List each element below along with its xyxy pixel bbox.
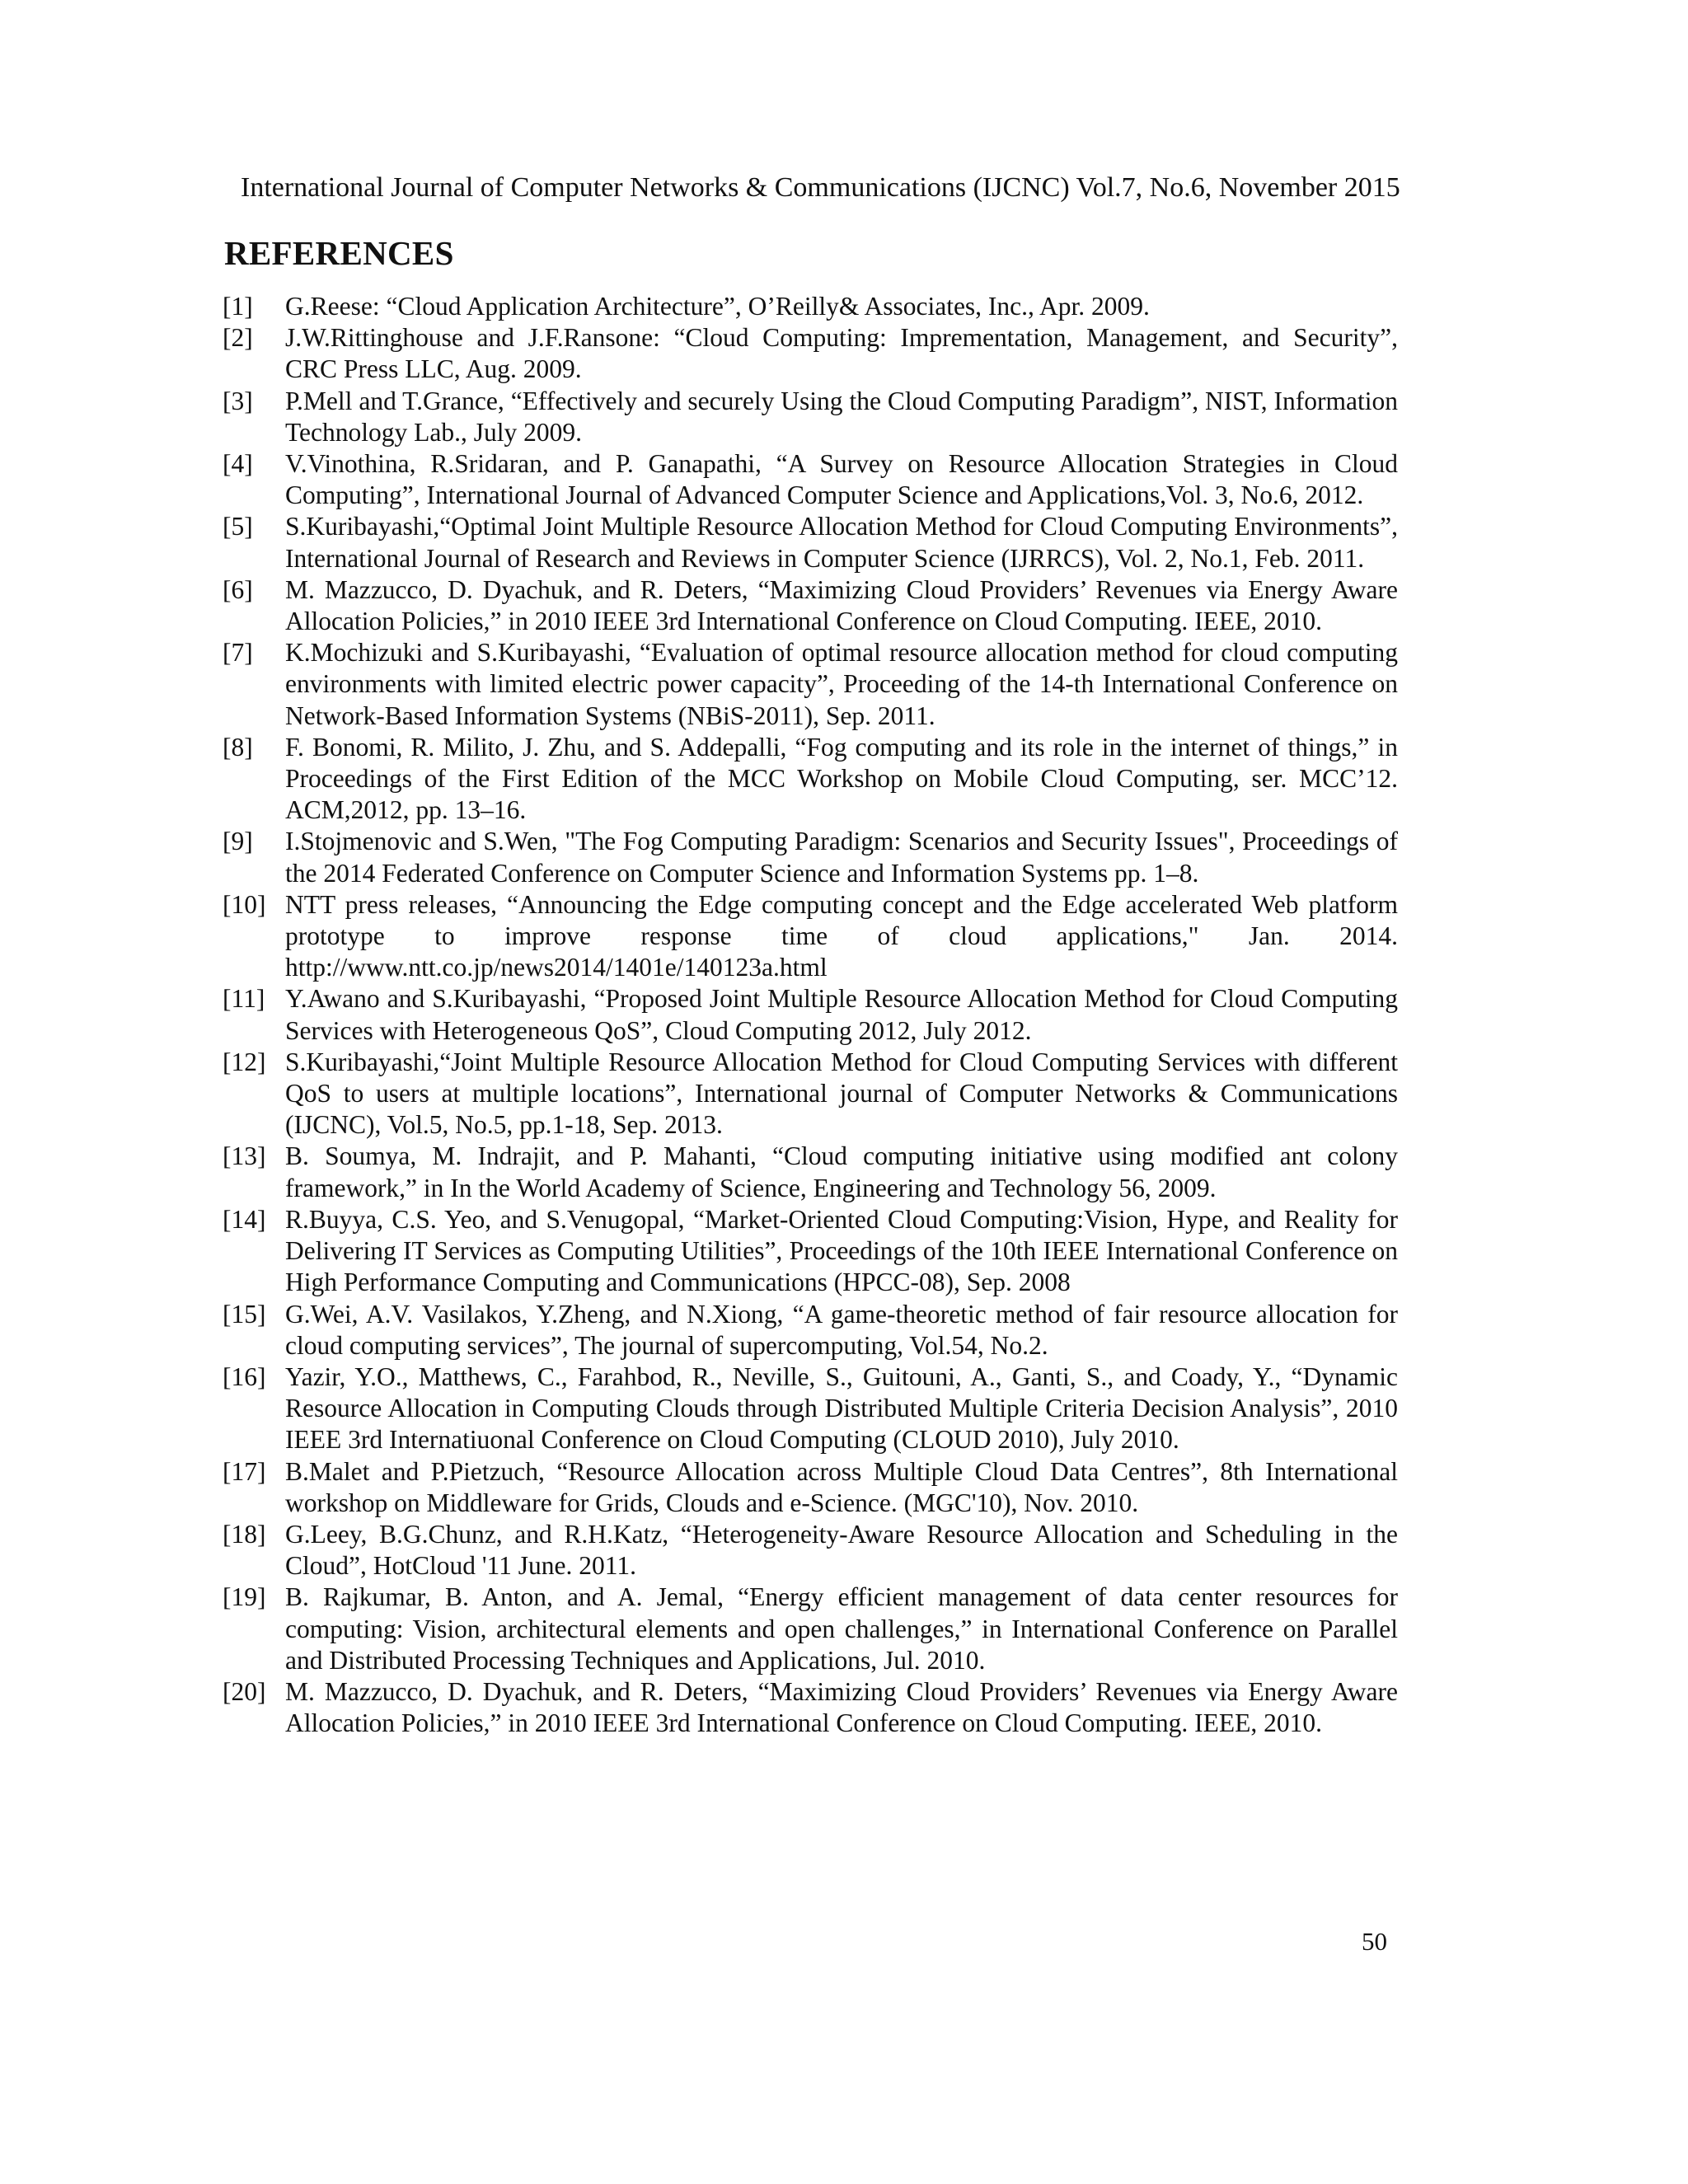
reference-number: [19] xyxy=(223,1582,266,1612)
reference-text: S.Kuribayashi,“Joint Multiple Resource Allocation Method for Cloud Computing Services with different QoS to users at multiple locations”, International journal of Computer Networks & Communications (IJCNC), Vol.5, No.5, pp.1-18, Sep. 2013. xyxy=(285,1047,1398,1140)
reference-item xyxy=(223,511,1398,574)
reference-text: Y.Awano and S.Kuribayashi, “Proposed Joint Multiple Resource Allocation Method for Cloud Computing Services with Heterogeneous QoS”, Cloud Computing 2012, July 2012. xyxy=(285,984,1398,1045)
reference-text: G.Leey, B.G.Chunz, and R.H.Katz, “Heterogeneity-Aware Resource Allocation and Scheduling in the Cloud”, HotCloud '11 June. 2011. xyxy=(285,1519,1398,1581)
reference-number: [15] xyxy=(223,1299,266,1329)
reference-number: [18] xyxy=(223,1519,266,1549)
reference-number: [14] xyxy=(223,1204,266,1234)
reference-text: NTT press releases, “Announcing the Edge computing concept and the Edge accelerated Web platform prototype to improve response time of cloud applications," Jan. 2014. http://www.ntt.co.jp/news2014/1401e/140123a.html xyxy=(285,889,1398,982)
reference-item xyxy=(223,983,1398,1046)
reference-number: [11] xyxy=(223,984,265,1014)
reference-item xyxy=(223,637,1398,732)
reference-item xyxy=(223,291,1398,322)
reference-number: [5] xyxy=(223,512,253,541)
reference-number: [17] xyxy=(223,1456,266,1486)
reference-item xyxy=(223,1582,1398,1676)
reference-text: M. Mazzucco, D. Dyachuk, and R. Deters, “Maximizing Cloud Providers’ Revenues via Energy Aware Allocation Policies,” in 2010 IEEE 3rd International Conference on Cloud Computing. IEEE, 2010. xyxy=(285,1676,1398,1738)
reference-number: [2] xyxy=(223,323,253,353)
reference-text: Yazir, Y.O., Matthews, C., Farahbod, R., Neville, S., Guitouni, A., Ganti, S., and Coady, Y., “Dynamic Resource Allocation in Computing Clouds through Distributed Multiple Criteria Decision Analysis”, 2010 IEEE 3rd Internatiuonal Conference on Cloud Computing (CLOUD 2010), July 2010. xyxy=(285,1361,1398,1455)
reference-text: J.W.Rittinghouse and J.F.Ransone: “Cloud Computing: Imprementation, Management, and Security”, CRC Press LLC, Aug. 2009. xyxy=(285,323,1398,384)
reference-item xyxy=(223,889,1398,984)
reference-item xyxy=(223,1361,1398,1456)
reference-text: B. Soumya, M. Indrajit, and P. Mahanti, “Cloud computing initiative using modified ant colony framework,” in In the World Academy of Science, Engineering and Technology 56, 2009. xyxy=(285,1141,1398,1202)
reference-number: [1] xyxy=(223,292,253,321)
reference-text: P.Mell and T.Grance, “Effectively and securely Using the Cloud Computing Paradigm”, NIST, Information Technology Lab., July 2009. xyxy=(285,386,1398,447)
reference-item xyxy=(223,574,1398,637)
reference-number: [6] xyxy=(223,574,253,604)
page-number: 50 xyxy=(1362,1927,1387,1956)
reference-item xyxy=(223,322,1398,385)
reference-item xyxy=(223,1519,1398,1582)
reference-number: [16] xyxy=(223,1361,266,1391)
reference-item xyxy=(223,1299,1398,1361)
reference-text: M. Mazzucco, D. Dyachuk, and R. Deters, “Maximizing Cloud Providers’ Revenues via Energy Aware Allocation Policies,” in 2010 IEEE 3rd International Conference on Cloud Computing. IEEE, 2010. xyxy=(285,574,1398,636)
section-heading: REFERENCES xyxy=(224,234,454,272)
reference-item xyxy=(223,1456,1398,1519)
reference-text: S.Kuribayashi,“Optimal Joint Multiple Resource Allocation Method for Cloud Computing Environments”, International Journal of Research and Reviews in Computer Science (IJRRCS), Vol. 2, No.1, Feb. 2011. xyxy=(285,512,1398,573)
reference-number: [9] xyxy=(223,827,253,856)
reference-text: R.Buyya, C.S. Yeo, and S.Venugopal, “Market-Oriented Cloud Computing:Vision, Hype, and Reality for Delivering IT Services as Computing Utilities”, Proceedings of the 10th IEEE International Conference on High Performance Computing and Communications (HPCC-08), Sep. 2008 xyxy=(285,1204,1398,1297)
reference-number: [3] xyxy=(223,386,253,415)
reference-number: [13] xyxy=(223,1141,266,1171)
reference-number: [8] xyxy=(223,732,253,762)
reference-text: G.Wei, A.V. Vasilakos, Y.Zheng, and N.Xiong, “A game-theoretic method of fair resource allocation for cloud computing services”, The journal of supercomputing, Vol.54, No.2. xyxy=(285,1299,1398,1360)
reference-text: G.Reese: “Cloud Application Architecture”, O’Reilly& Associates, Inc., Apr. 2009. xyxy=(285,292,1150,321)
reference-number: [4] xyxy=(223,449,253,479)
reference-item xyxy=(223,1047,1398,1141)
reference-text: B. Rajkumar, B. Anton, and A. Jemal, “Energy efficient management of data center resources for computing: Vision, architectural elements and open challenges,” in International Conference on Parallel and Distributed Processing Techniques and Applications, Jul. 2010. xyxy=(285,1582,1398,1675)
reference-text: K.Mochizuki and S.Kuribayashi, “Evaluation of optimal resource allocation method for cloud computing environments with limited electric power capacity”, Proceeding of the 14-th International Conference on Network-Based Information Systems (NBiS-2011), Sep. 2011. xyxy=(285,638,1398,730)
reference-number: [7] xyxy=(223,638,253,668)
reference-item xyxy=(223,1676,1398,1739)
reference-number: [10] xyxy=(223,889,266,919)
reference-number: [20] xyxy=(223,1676,266,1706)
reference-text: I.Stojmenovic and S.Wen, "The Fog Computing Paradigm: Scenarios and Security Issues", Proceedings of the 2014 Federated Conference on Computer Science and Information Systems pp. 1–8. xyxy=(285,827,1398,888)
reference-text: B.Malet and P.Pietzuch, “Resource Allocation across Multiple Cloud Data Centres”, 8th International workshop on Middleware for Grids, Clouds and e-Science. (MGC'10), Nov. 2010. xyxy=(285,1456,1398,1517)
reference-item xyxy=(223,448,1398,511)
reference-item xyxy=(223,386,1398,448)
reference-list xyxy=(223,291,1398,1739)
reference-item xyxy=(223,826,1398,888)
reference-number: [12] xyxy=(223,1047,266,1076)
reference-item xyxy=(223,1204,1398,1299)
running-header: International Journal of Computer Networks & Communications (IJCNC) Vol.7, No.6, November 2015 xyxy=(241,172,1400,203)
reference-item xyxy=(223,1141,1398,1203)
reference-item xyxy=(223,732,1398,827)
reference-text: F. Bonomi, R. Milito, J. Zhu, and S. Addepalli, “Fog computing and its role in the internet of things,” in Proceedings of the First Edition of the MCC Workshop on Mobile Cloud Computing, ser. MCC’12. ACM,2012, pp. 13–16. xyxy=(285,732,1398,825)
reference-text: V.Vinothina, R.Sridaran, and P. Ganapathi, “A Survey on Resource Allocation Strategies in Cloud Computing”, International Journal of Advanced Computer Science and Applications,Vol. 3, No.6, 2012. xyxy=(285,449,1398,510)
